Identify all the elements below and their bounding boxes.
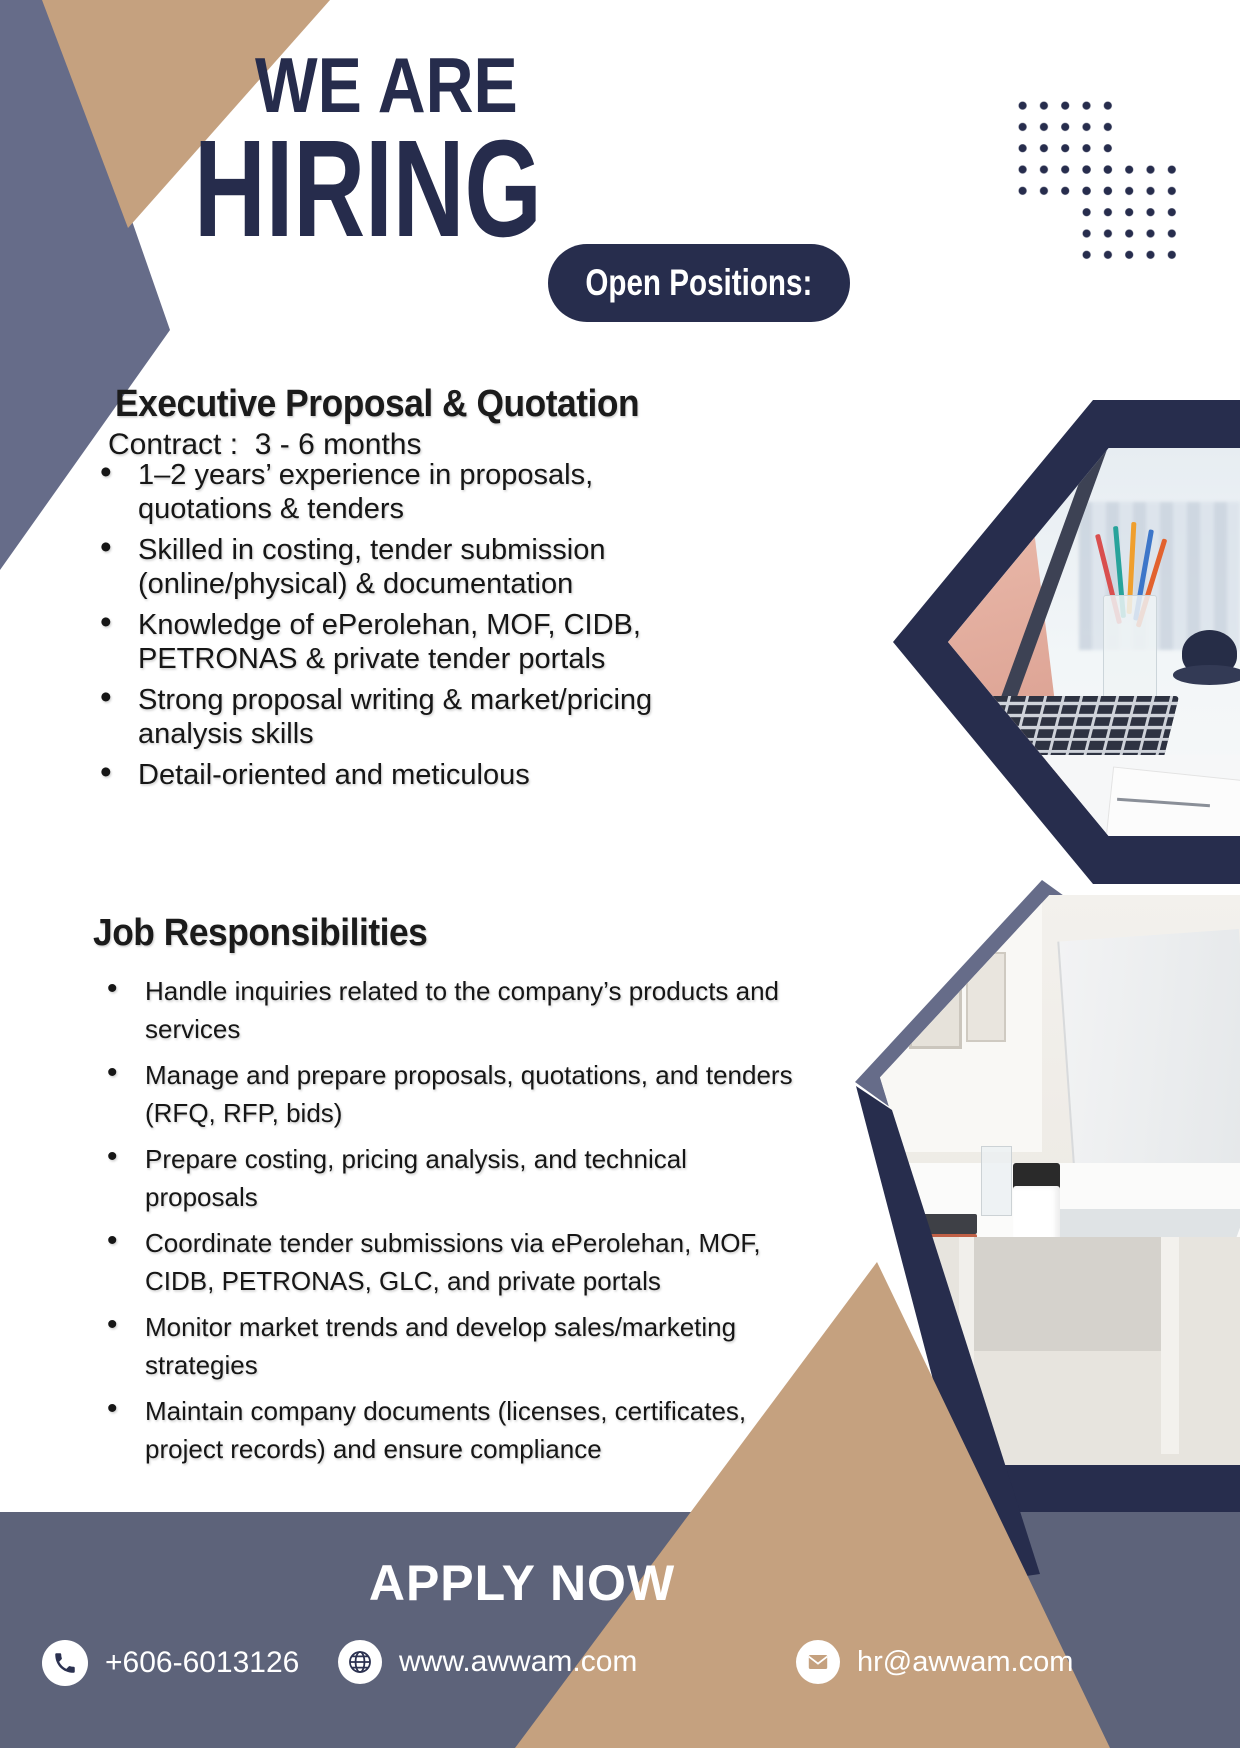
phone-icon	[42, 1640, 88, 1686]
email-address: hr@awwam.com	[857, 1645, 1074, 1678]
mail-icon	[796, 1640, 840, 1684]
list-item: • Monitor market trends and develop sales/marketing strategies	[105, 1308, 795, 1384]
phone-number: +606-6013126	[105, 1646, 300, 1679]
responsibilities-heading: Job Responsibilities	[93, 912, 428, 954]
contact-phone	[42, 1640, 299, 1686]
office-desk-photo-top	[948, 448, 1240, 836]
position-title: Executive Proposal & Quotation	[115, 383, 640, 425]
list-item: • 1–2 years’ experience in proposals, quotations & tenders	[98, 458, 713, 526]
requirements-list	[98, 458, 713, 799]
responsibilities-list	[105, 972, 795, 1476]
website-url: www.awwam.com	[399, 1645, 638, 1678]
dots-pattern-icon	[1076, 159, 1183, 266]
headline-we-are: WE ARE	[255, 41, 518, 129]
list-item: • Manage and prepare proposals, quotations, and tenders (RFQ, RFP, bids)	[105, 1056, 795, 1132]
list-item: • Prepare costing, pricing analysis, and technical proposals	[105, 1140, 795, 1216]
open-positions-badge	[548, 244, 850, 322]
list-item: • Handle inquiries related to the company’s products and services	[105, 972, 795, 1048]
list-item: • Coordinate tender submissions via ePerolehan, MOF, CIDB, PETRONAS, GLC, and private portals	[105, 1224, 795, 1300]
contact-email	[796, 1640, 1073, 1684]
list-item: • Maintain company documents (licenses, certificates, project records) and ensure compliance	[105, 1392, 795, 1468]
contract-duration: Contract : 3 - 6 months	[108, 428, 422, 461]
list-item: • Knowledge of ePerolehan, MOF, CIDB, PETRONAS & private tender portals	[98, 608, 713, 676]
contact-website	[338, 1640, 637, 1684]
headline-hiring: HIRING	[194, 112, 542, 266]
list-item: • Skilled in costing, tender submission (online/physical) & documentation	[98, 533, 713, 601]
globe-icon	[338, 1640, 382, 1684]
open-positions-label: Open Positions:	[585, 262, 813, 303]
list-item: • Detail-oriented and meticulous	[98, 758, 713, 792]
apply-now-label: APPLY NOW	[368, 1555, 676, 1611]
list-item: • Strong proposal writing & market/pricing analysis skills	[98, 683, 713, 751]
